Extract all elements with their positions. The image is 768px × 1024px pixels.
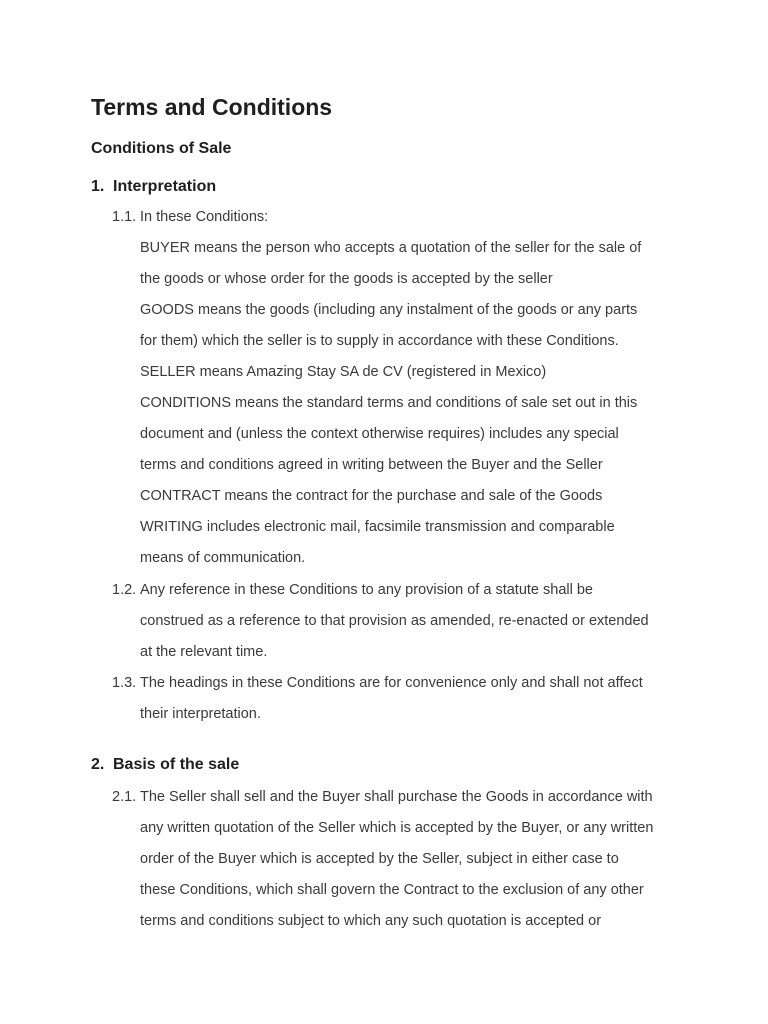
clause-line: terms and conditions agreed in writing between the Buyer and the Seller xyxy=(140,457,603,473)
clause-line: WRITING includes electronic mail, facsimile transmission and comparable xyxy=(140,519,615,535)
clause-number: 1.2. xyxy=(112,582,137,598)
clause-line: terms and conditions subject to which any such quotation is accepted or xyxy=(140,913,602,929)
clause-2-1 xyxy=(112,782,692,937)
clause-line: In these Conditions: xyxy=(140,209,269,225)
clause-line: order of the Buyer which is accepted by the Seller, subject in either case to xyxy=(140,851,619,867)
clause-line: means of communication. xyxy=(140,550,306,566)
clause-line: for them) which the seller is to supply in accordance with these Conditions. xyxy=(140,333,619,349)
clause-number: 1.1. xyxy=(112,209,137,225)
clause-line: The Seller shall sell and the Buyer shall purchase the Goods in accordance with xyxy=(140,789,653,805)
clause-line: any written quotation of the Seller which is accepted by the Buyer, or any written xyxy=(140,820,654,836)
section-title: Interpretation xyxy=(113,178,217,195)
clause-line: SELLER means Amazing Stay SA de CV (registered in Mexico) xyxy=(140,364,547,380)
clause-line: document and (unless the context otherwise requires) includes any special xyxy=(140,426,619,442)
clause-line: the goods or whose order for the goods is accepted by the seller xyxy=(140,271,553,287)
section-number: 1. xyxy=(91,178,105,195)
clause-line: CONDITIONS means the standard terms and conditions of sale set out in this xyxy=(140,395,638,411)
clause-line: The headings in these Conditions are for convenience only and shall not affect xyxy=(140,675,643,691)
section-heading-interpretation xyxy=(91,176,216,198)
clause-number: 1.3. xyxy=(112,675,137,691)
document-title: Terms and Conditions xyxy=(91,94,333,120)
clause-text xyxy=(140,575,692,668)
clause-line: BUYER means the person who accepts a quotation of the seller for the sale of xyxy=(140,240,642,256)
clause-line: these Conditions, which shall govern the Contract to the exclusion of any other xyxy=(140,882,644,898)
clause-1-2 xyxy=(112,575,692,668)
clause-text xyxy=(140,202,692,574)
clause-1-3 xyxy=(112,668,692,730)
clause-line: CONTRACT means the contract for the purchase and sale of the Goods xyxy=(140,488,603,504)
clause-number: 2.1. xyxy=(112,789,137,805)
clause-1-1 xyxy=(112,202,692,574)
section-number: 2. xyxy=(91,756,105,773)
document-subtitle: Conditions of Sale xyxy=(91,140,232,157)
section-title: Basis of the sale xyxy=(113,756,240,773)
clause-line: GOODS means the goods (including any instalment of the goods or any parts xyxy=(140,302,638,318)
clause-line: at the relevant time. xyxy=(140,644,268,660)
clause-text xyxy=(140,782,692,937)
clause-line: construed as a reference to that provision as amended, re-enacted or extended xyxy=(140,613,649,629)
clause-line: their interpretation. xyxy=(140,706,261,722)
clause-text xyxy=(140,668,692,730)
section-heading-basis-of-sale xyxy=(91,754,239,776)
clause-line: Any reference in these Conditions to any provision of a statute shall be xyxy=(140,582,593,598)
